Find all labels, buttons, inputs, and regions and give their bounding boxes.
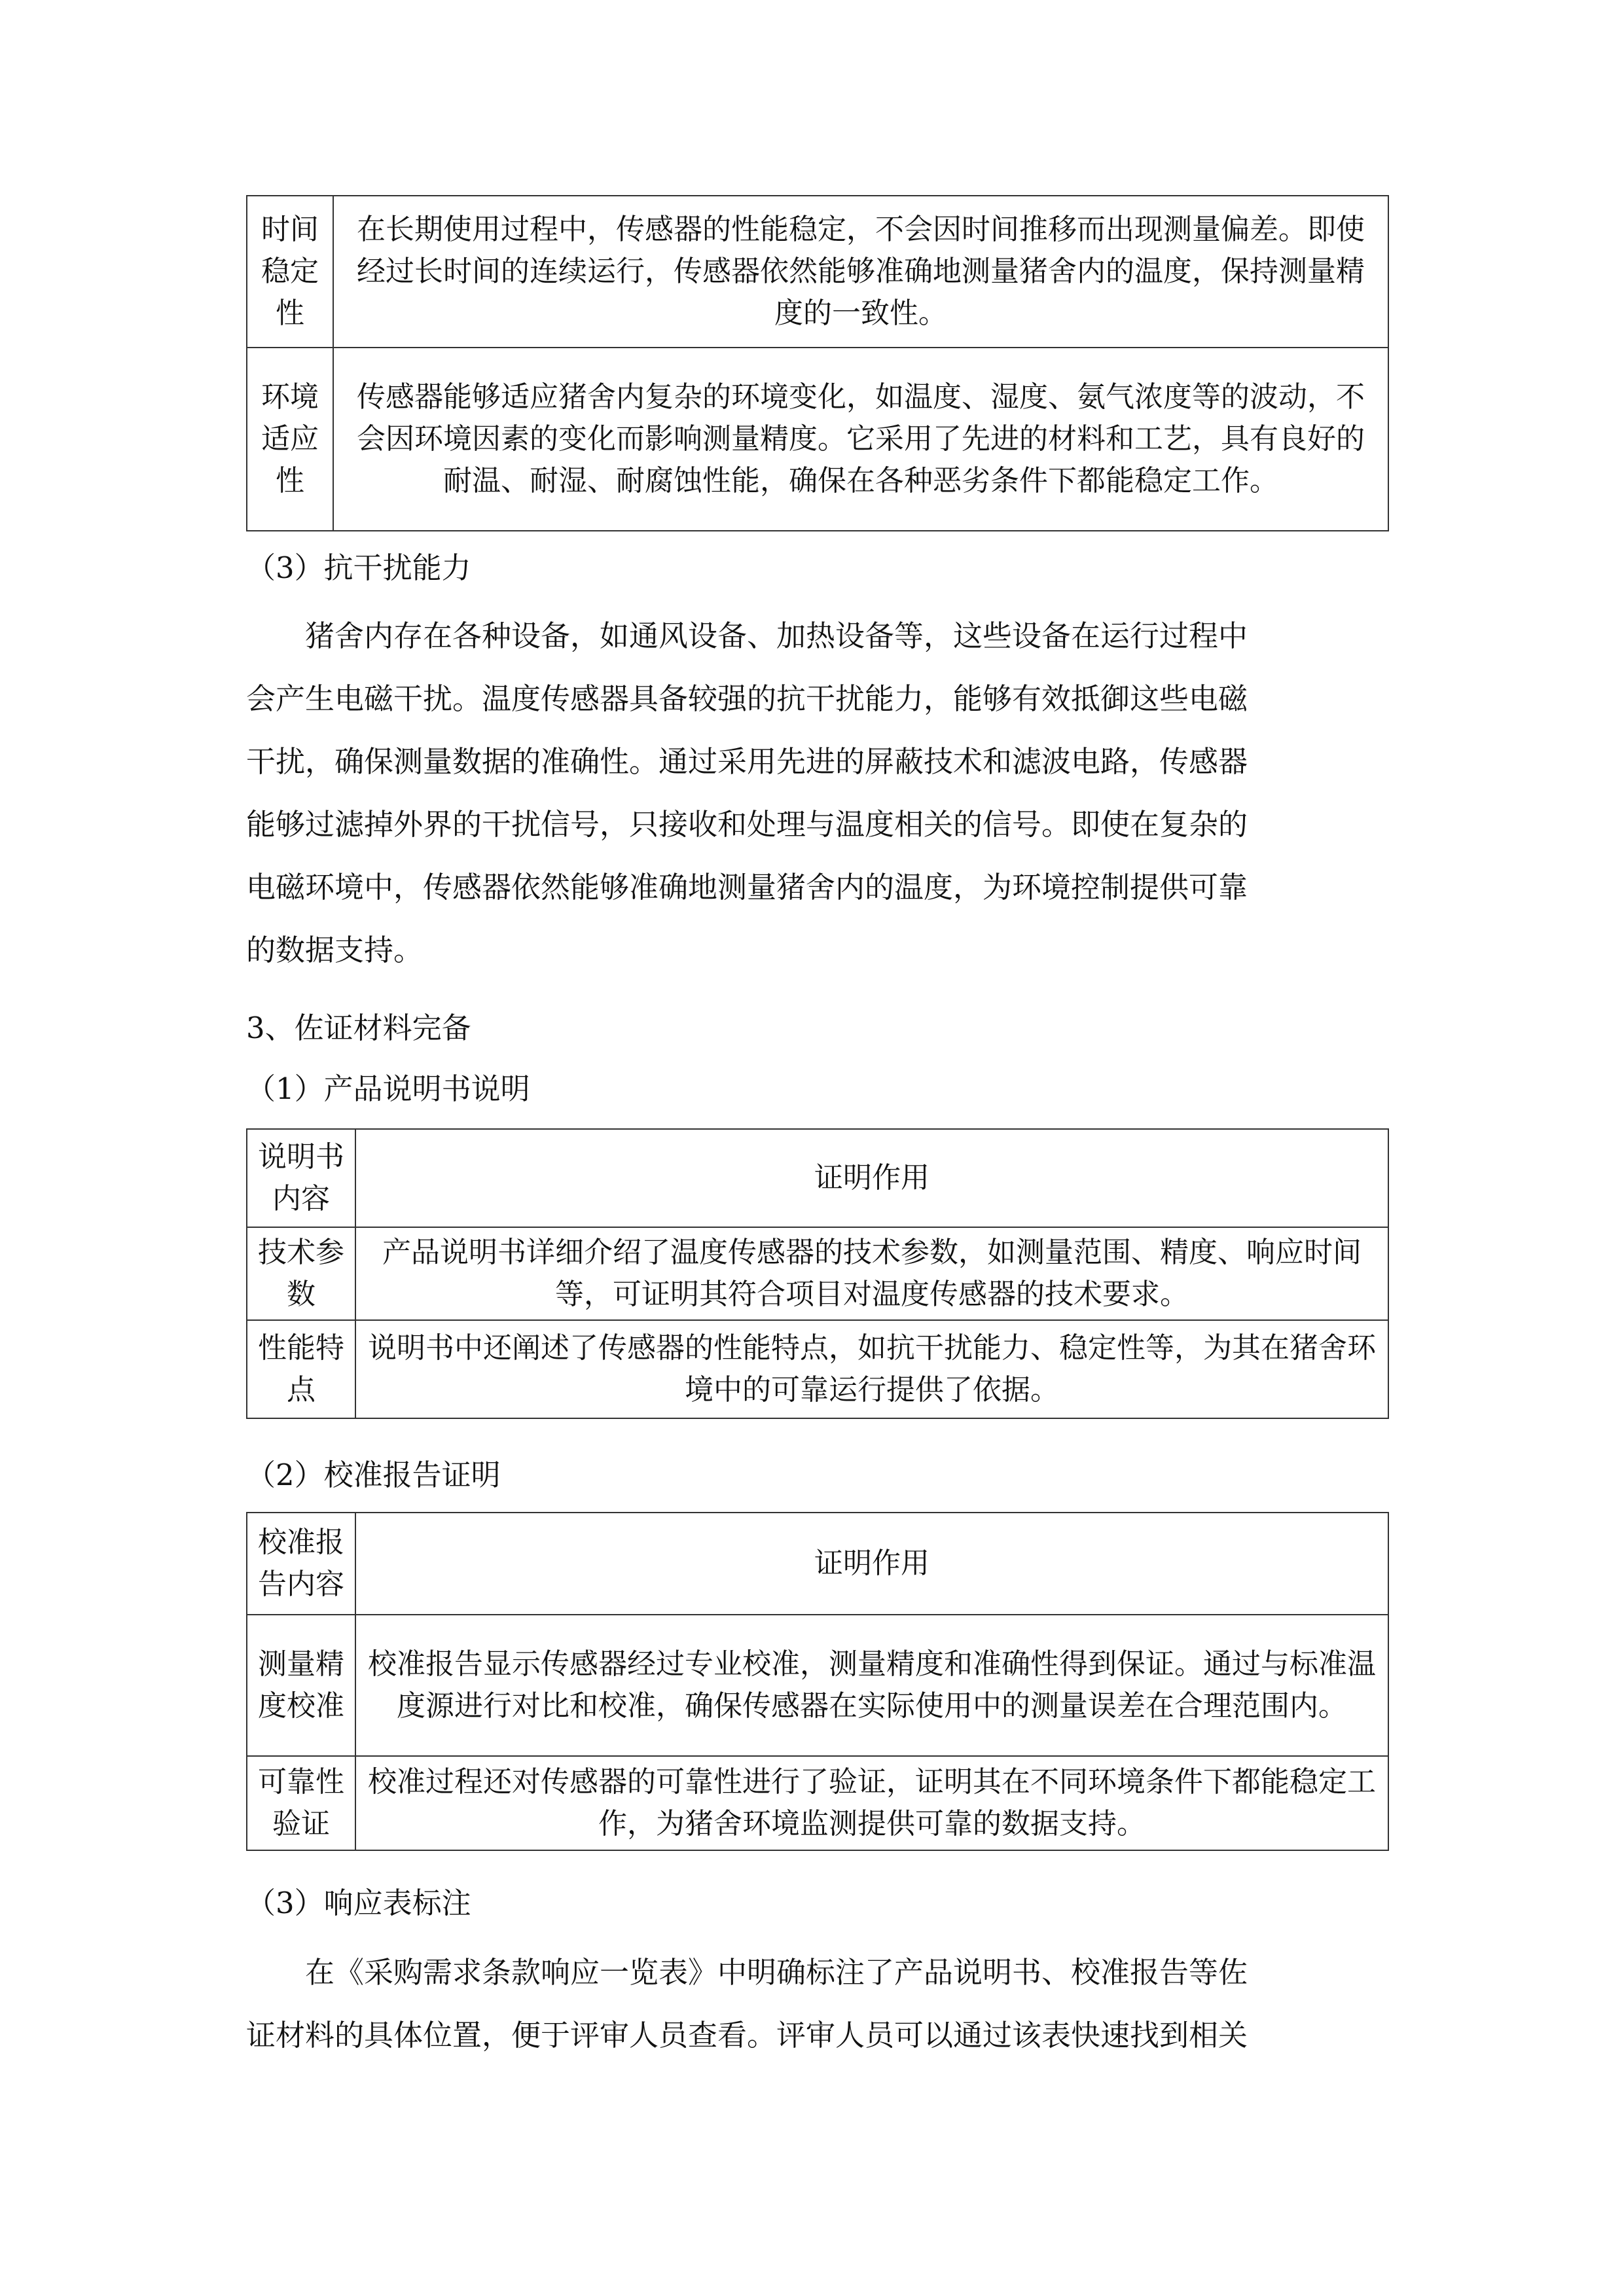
row-label-precision-calibration: 测量精 度校准 <box>247 1615 355 1756</box>
heading-calibration-report: （2）校准报告证明 <box>246 1458 501 1492</box>
paragraph-line: 干扰，确保测量数据的准确性。通过采用先进的屏蔽技术和滤波电路，传感器 <box>246 744 1248 779</box>
row-label-performance-features: 性能特 点 <box>247 1320 355 1418</box>
heading-anti-interference: （3）抗干扰能力 <box>246 550 471 585</box>
paragraph-line: 的数据支持。 <box>246 933 424 967</box>
table-row <box>247 1320 1388 1418</box>
table-row <box>247 196 1388 348</box>
table-row <box>247 348 1388 531</box>
manual-table <box>246 1128 1389 1419</box>
table-row <box>247 1227 1388 1320</box>
heading-product-manual: （1）产品说明书说明 <box>246 1071 530 1106</box>
header-proof-role: 证明作用 <box>355 1129 1388 1227</box>
row-label-time-stability: 时间 稳定 性 <box>247 196 333 348</box>
row-value-environment-adaptability: 传感器能够适应猪舍内复杂的环境变化，如温度、湿度、氨气浓度等的波动，不会因环境因素的变化而影响测量精度。它采用了先进的材料和工艺，具有良好的耐温、耐湿、耐腐蚀性能，确保在各种恶劣条件下都能稳定工作。 <box>333 348 1388 531</box>
paragraph-line: 在《采购需求条款响应一览表》中明确标注了产品说明书、校准报告等佐 <box>305 1955 1248 1990</box>
performance-table <box>246 195 1389 531</box>
paragraph-line: 猪舍内存在各种设备，如通风设备、加热设备等，这些设备在运行过程中 <box>305 619 1248 653</box>
header-manual-content: 说明书 内容 <box>247 1129 355 1227</box>
header-calibration-content: 校准报 告内容 <box>247 1513 355 1615</box>
table-row <box>247 1615 1388 1756</box>
row-label-technical-parameters: 技术参 数 <box>247 1227 355 1320</box>
paragraph-response-table <box>246 1941 1389 2067</box>
row-label-reliability-verification: 可靠性 验证 <box>247 1756 355 1850</box>
calibration-table <box>246 1512 1389 1851</box>
row-value-performance-features: 说明书中还阐述了传感器的性能特点，如抗干扰能力、稳定性等，为其在猪舍环境中的可靠运行提供了依据。 <box>355 1320 1388 1418</box>
row-value-time-stability: 在长期使用过程中，传感器的性能稳定，不会因时间推移而出现测量偏差。即使经过长时间的连续运行，传感器依然能够准确地测量猪舍内的温度，保持测量精度的一致性。 <box>333 196 1388 348</box>
heading-response-table: （3）响应表标注 <box>246 1886 471 1920</box>
paragraph-line: 能够过滤掉外界的干扰信号，只接收和处理与温度相关的信号。即使在复杂的 <box>246 807 1248 842</box>
heading-evidence: 3、佐证材料完备 <box>246 1011 471 1045</box>
header-proof-role: 证明作用 <box>355 1513 1388 1615</box>
table-header-row <box>247 1129 1388 1227</box>
row-label-environment-adaptability: 环境 适应 性 <box>247 348 333 531</box>
row-value-technical-parameters: 产品说明书详细介绍了温度传感器的技术参数，如测量范围、精度、响应时间等，可证明其符合项目对温度传感器的技术要求。 <box>355 1227 1388 1320</box>
table-header-row <box>247 1513 1388 1615</box>
paragraph-line: 证材料的具体位置，便于评审人员查看。评审人员可以通过该表快速找到相关 <box>246 2018 1248 2053</box>
paragraph-line: 电磁环境中，传感器依然能够准确地测量猪舍内的温度，为环境控制提供可靠 <box>246 870 1248 905</box>
row-value-precision-calibration: 校准报告显示传感器经过专业校准，测量精度和准确性得到保证。通过与标准温度源进行对比和校准，确保传感器在实际使用中的测量误差在合理范围内。 <box>355 1615 1388 1756</box>
paragraph-anti-interference <box>246 605 1389 982</box>
row-value-reliability-verification: 校准过程还对传感器的可靠性进行了验证，证明其在不同环境条件下都能稳定工作，为猪舍环境监测提供可靠的数据支持。 <box>355 1756 1388 1850</box>
paragraph-line: 会产生电磁干扰。温度传感器具备较强的抗干扰能力，能够有效抵御这些电磁 <box>246 681 1248 716</box>
table-row <box>247 1756 1388 1850</box>
